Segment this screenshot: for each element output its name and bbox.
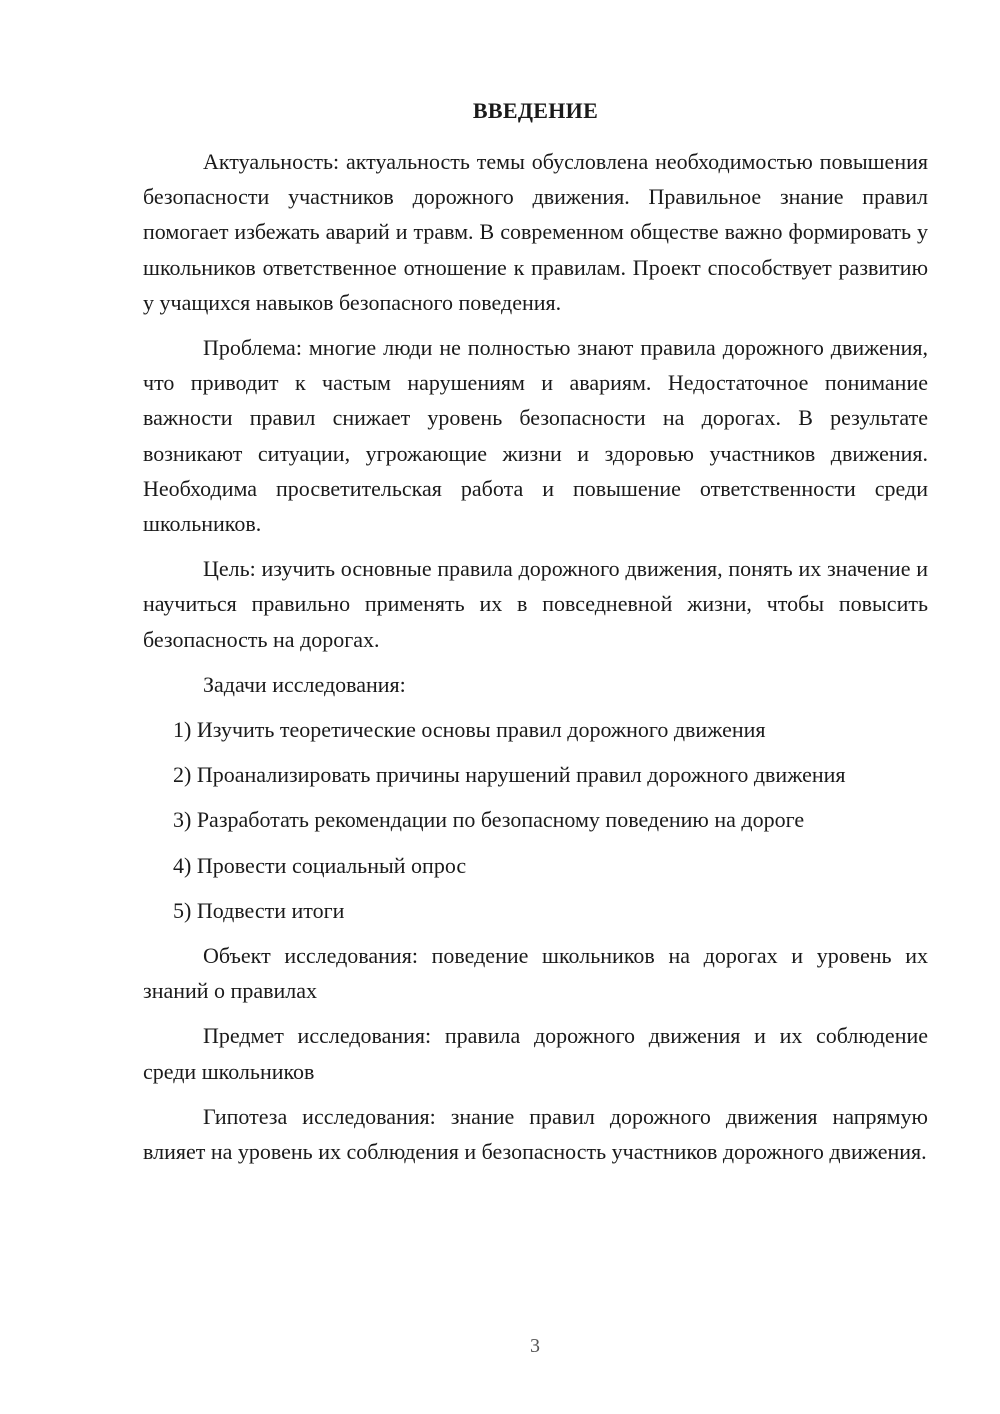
- paragraph-goal: Цель: изучить основные правила дорожного движения, понять их значение и научиться правильно применять их в повседневной жизни, чтобы повысить безопасность на дорогах.: [143, 556, 928, 652]
- paragraph-problem: Проблема: многие люди не полностью знают правила дорожного движения, что приводит к частым нарушениям и авариям. Недостаточное понимание важности правил снижает уровень безопасности на дорогах. В результате возникают ситуации, угрожающие жизни и здоровью участников движения. Необходима просветительская работа и повышение ответственности среди школьников.: [143, 335, 928, 537]
- task-item-4: 4) Провести социальный опрос: [173, 852, 467, 878]
- paragraph-object: Объект исследования: поведение школьников на дорогах и уровень их знаний о правилах: [143, 943, 928, 1004]
- paragraph-hypothesis: Гипотеза исследования: знание правил дорожного движения напрямую влияет на уровень их соблюдения и безопасность участников дорожного движения.: [143, 1103, 928, 1165]
- page-number: 3: [530, 1335, 540, 1357]
- task-item-2: 2) Проанализировать причины нарушений правил дорожного движения: [173, 762, 846, 788]
- task-item-5: 5) Подвести итоги: [173, 897, 345, 923]
- page-title: ВВЕДЕНИЕ: [472, 98, 599, 123]
- tasks-heading: Задачи исследования:: [203, 671, 406, 697]
- task-item-3: 3) Разработать рекомендации по безопасному поведению на дороге: [173, 807, 805, 833]
- document-page: [143, 96, 928, 1179]
- task-item-1: 1) Изучить теоретические основы правил дорожного движения: [173, 717, 766, 743]
- paragraph-relevance: Актуальность: актуальность темы обусловлена необходимостью повышения безопасности участников дорожного движения. Правильное знание правил помогает избежать аварий и травм. В современном обществе важно формировать у школьников ответственное отношение к правилам. Проект способствует развитию у учащихся навыков безопасного поведения.: [143, 149, 928, 315]
- paragraph-subject: Предмет исследования: правила дорожного движения и их соблюдение среди школьников: [143, 1023, 928, 1084]
